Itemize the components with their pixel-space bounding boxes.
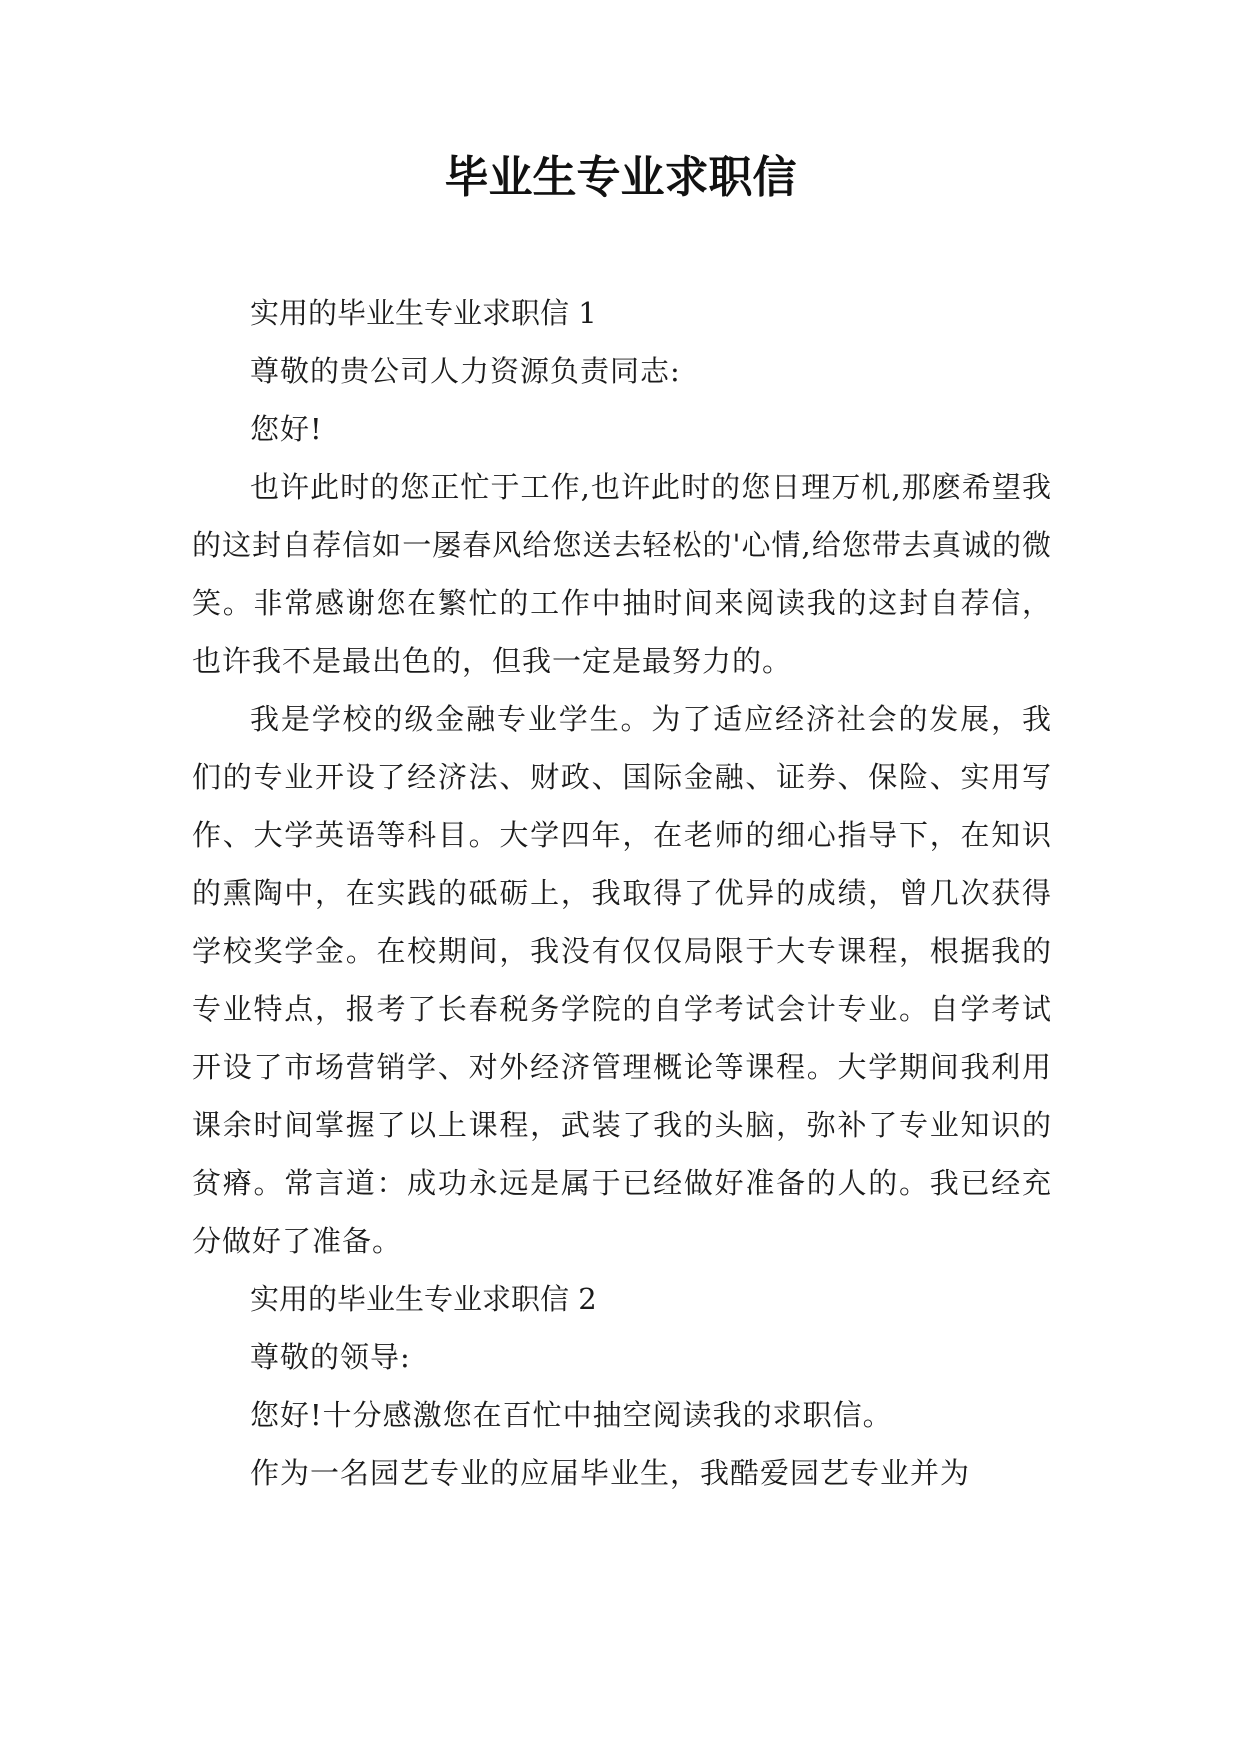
letter-1-salutation: 尊敬的贵公司人力资源负责同志:: [250, 354, 681, 388]
letter-1-greeting: 您好!: [250, 412, 323, 446]
document-title: 毕业生专业求职信: [444, 152, 797, 203]
letter-2-greeting: 您好!十分感激您在百忙中抽空阅读我的求职信。: [250, 1398, 893, 1432]
letter-2-heading: 实用的毕业生专业求职信 2: [250, 1282, 597, 1316]
letter-1-heading: 实用的毕业生专业求职信 1: [250, 296, 597, 330]
letter-2-salutation: 尊敬的领导:: [250, 1340, 411, 1374]
document-body: [192, 284, 1052, 1502]
letter-2-paragraph-intro: 作为一名园艺专业的应届毕业生，我酷爱园艺专业并为: [250, 1456, 971, 1490]
letter-1-paragraph-background: 我是学校的级金融专业学生。为了适应经济社会的发展，我们的专业开设了经济法、财政、国际金融、证券、保险、实用写作、大学英语等科目。大学四年，在老师的细心指导下，在知识的熏陶中，在实践的砥砺上，我取得了优异的成绩，曾几次获得学校奖学金。在校期间，我没有仅仅局限于大专课程，根据我的专业特点，报考了长春税务学院的自学考试会计专业。自学考试开设了市场营销学、对外经济管理概论等课程。大学期间我利用课余时间掌握了以上课程，武装了我的头脑，弥补了专业知识的贫瘠。常言道：成功永远是属于已经做好准备的人的。我已经充分做好了准备。: [192, 702, 1052, 1258]
letter-1-paragraph-intro: 也许此时的您正忙于工作,也许此时的您日理万机,那麽希望我的这封自荐信如一屡春风给您送去轻松的'心情,给您带去真诚的微笑。非常感谢您在繁忙的工作中抽时间来阅读我的这封自荐信，也许我不是最出色的，但我一定是最努力的。: [192, 470, 1052, 678]
